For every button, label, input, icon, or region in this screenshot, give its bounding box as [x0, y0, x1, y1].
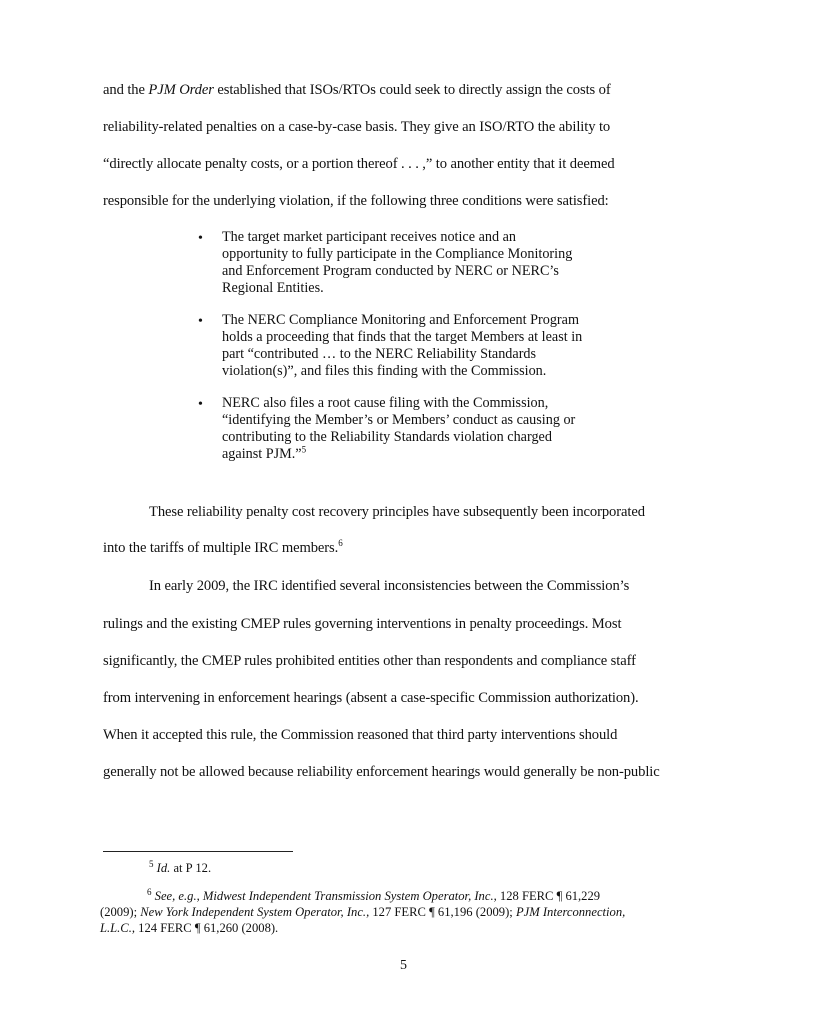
list-item-line: “identifying the Member’s or Members’ conduct as causing or [222, 412, 576, 428]
text-run: and the [103, 82, 149, 98]
body-line: significantly, the CMEP rules prohibited entities other than respondents and compliance staff [103, 653, 636, 669]
footnote-6-line [100, 904, 625, 920]
list-item-line [222, 446, 636, 463]
footnote-5 [149, 860, 211, 876]
footnote-text: 124 FERC ¶ 61,260 (2008). [135, 921, 279, 935]
list-item-line: part “contributed … to the NERC Reliability Standards [222, 346, 537, 362]
list-item-line: and Enforcement Program conducted by NERC or NERC’s [222, 263, 559, 279]
body-line: These reliability penalty cost recovery principles have subsequently been incorporated [149, 504, 645, 520]
list-item [196, 312, 636, 380]
body-line [103, 82, 611, 99]
bullet-icon: • [198, 231, 203, 246]
body-line: generally not be allowed because reliability enforcement hearings would generally be non-public [103, 764, 660, 780]
text-run: into the tariffs of multiple IRC members. [103, 540, 339, 556]
text-run: against PJM.” [222, 446, 302, 462]
body-line: When it accepted this rule, the Commission reasoned that third party interventions should [103, 727, 618, 743]
case-name: PJM Order [148, 82, 214, 98]
list-item-line: NERC also files a root cause filing with the Commission, [222, 395, 549, 411]
footnote-reference: 5 [301, 444, 307, 455]
list-item [196, 229, 636, 297]
citation-italic: L.L.C., [100, 921, 136, 935]
list-item-line: The NERC Compliance Monitoring and Enforcement Program [222, 312, 579, 328]
body-line: rulings and the existing CMEP rules governing interventions in penalty proceedings. Most [103, 616, 622, 632]
body-line [103, 540, 343, 557]
footnote-6 [147, 888, 600, 904]
footnote-divider [103, 851, 293, 852]
page-number: 5 [400, 958, 407, 973]
footnote-reference: 6 [338, 538, 343, 549]
list-item-line: Regional Entities. [222, 280, 324, 296]
body-line: reliability-related penalties on a case-by-case basis. They give an ISO/RTO the ability to [103, 119, 611, 135]
bullet-icon: • [198, 397, 203, 412]
footnote-text: (2009); [100, 905, 141, 919]
body-line: responsible for the underlying violation, if the following three conditions were satisfied: [103, 193, 609, 209]
conditions-list [196, 229, 636, 478]
bullet-icon: • [198, 314, 203, 329]
list-item-line: holds a proceeding that finds that the target Members at least in [222, 329, 583, 345]
citation-italic: New York Independent System Operator, Inc., [140, 905, 370, 919]
list-item-line: The target market participant receives notice and an [222, 229, 516, 245]
citation-italic: Id. [156, 861, 171, 875]
text-run: established that ISOs/RTOs could seek to directly assign the costs of [213, 82, 611, 98]
list-item-line: violation(s)”, and files this finding with the Commission. [222, 363, 547, 379]
citation-italic: See, e.g., Midwest Independent Transmission System Operator, Inc., [154, 889, 497, 903]
footnote-number: 6 [147, 886, 152, 897]
footnote-6-line [100, 920, 278, 936]
body-line: “directly allocate penalty costs, or a portion thereof . . . ,” to another entity that it deemed [103, 156, 615, 172]
footnote-text: 128 FERC ¶ 61,229 [496, 889, 601, 903]
footnote-number: 5 [149, 858, 154, 869]
list-item [196, 395, 636, 463]
list-item-line: contributing to the Reliability Standards violation charged [222, 429, 552, 445]
citation-italic: PJM Interconnection, [515, 905, 626, 919]
footnote-text: at P 12. [170, 861, 212, 875]
footnote-text: 127 FERC ¶ 61,196 (2009); [369, 905, 516, 919]
body-line: from intervening in enforcement hearings (absent a case-specific Commission authorization). [103, 690, 639, 706]
body-line: In early 2009, the IRC identified several inconsistencies between the Commission’s [149, 578, 630, 594]
list-item-line: opportunity to fully participate in the Compliance Monitoring [222, 246, 573, 262]
